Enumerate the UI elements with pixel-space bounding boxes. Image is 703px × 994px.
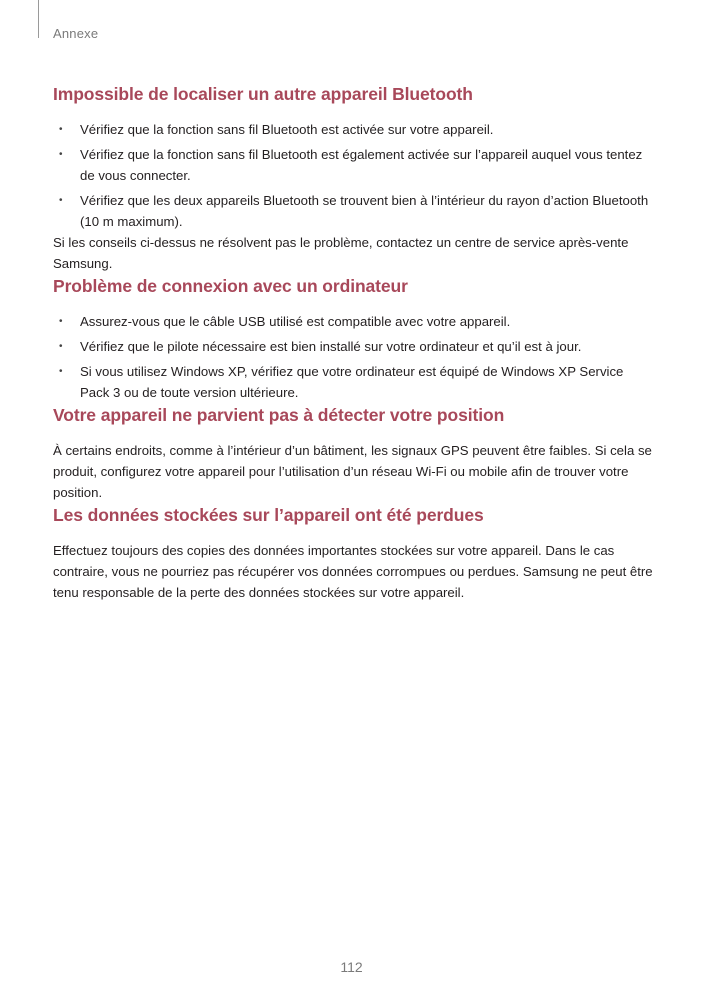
list-item-text: Assurez-vous que le câble USB utilisé est compatible avec votre appareil. bbox=[80, 314, 511, 329]
list-item bbox=[53, 336, 653, 357]
list-item-text: Vérifiez que la fonction sans fil Bluetooth est activée sur votre appareil. bbox=[80, 122, 494, 137]
list-item-text: Vérifiez que le pilote nécessaire est bien installé sur votre ordinateur et qu’il est à jour. bbox=[80, 339, 582, 354]
section-computer-connection bbox=[53, 274, 653, 403]
list-item bbox=[53, 190, 653, 232]
bullet-icon: • bbox=[59, 124, 63, 135]
section-title: Problème de connexion avec un ordinateur bbox=[53, 276, 408, 296]
section-label: Annexe bbox=[53, 26, 99, 41]
list-item bbox=[53, 119, 653, 140]
list-item-text: Vérifiez que la fonction sans fil Bluetooth est également activée sur l’appareil auquel vous tentez de vous connecter. bbox=[80, 147, 643, 183]
section-paragraph: Effectuez toujours des copies des données importantes stockées sur votre appareil. Dans le cas contraire, vous ne pourriez pas récupérer vos données corrompues ou perdues. Samsung ne peut être tenu responsable de la perte des données stockées sur votre appareil. bbox=[53, 543, 653, 600]
bullet-list bbox=[53, 119, 653, 232]
section-paragraph: À certains endroits, comme à l’intérieur d’un bâtiment, les signaux GPS peuvent être faibles. Si cela se produit, configurez votre appareil pour l’utilisation d’un réseau Wi-Fi ou mobile afin de trouver votre position. bbox=[53, 443, 652, 500]
list-item bbox=[53, 144, 653, 186]
bullet-icon: • bbox=[59, 341, 63, 352]
section-paragraph: Si les conseils ci-dessus ne résolvent pas le problème, contactez un centre de service après-vente Samsung. bbox=[53, 235, 629, 271]
section-title: Votre appareil ne parvient pas à détecter votre position bbox=[53, 405, 505, 425]
header-divider bbox=[38, 0, 39, 38]
bullet-icon: • bbox=[59, 366, 63, 377]
section-location bbox=[53, 403, 653, 503]
list-item bbox=[53, 361, 653, 403]
section-bluetooth bbox=[53, 82, 653, 274]
list-item-text: Vérifiez que les deux appareils Bluetooth se trouvent bien à l’intérieur du rayon d’action Bluetooth (10 m maximum). bbox=[80, 193, 649, 229]
bullet-icon: • bbox=[59, 149, 63, 160]
page-content bbox=[53, 82, 653, 603]
bullet-icon: • bbox=[59, 316, 63, 327]
section-title: Impossible de localiser un autre appareil Bluetooth bbox=[53, 84, 473, 104]
section-data-lost bbox=[53, 503, 653, 603]
bullet-icon: • bbox=[59, 195, 63, 206]
section-title: Les données stockées sur l’appareil ont été perdues bbox=[53, 505, 484, 525]
list-item bbox=[53, 311, 653, 332]
bullet-list bbox=[53, 311, 653, 403]
list-item-text: Si vous utilisez Windows XP, vérifiez que votre ordinateur est équipé de Windows XP Service Pack 3 ou de toute version ultérieure. bbox=[80, 364, 624, 400]
page-number: 112 bbox=[340, 959, 363, 975]
